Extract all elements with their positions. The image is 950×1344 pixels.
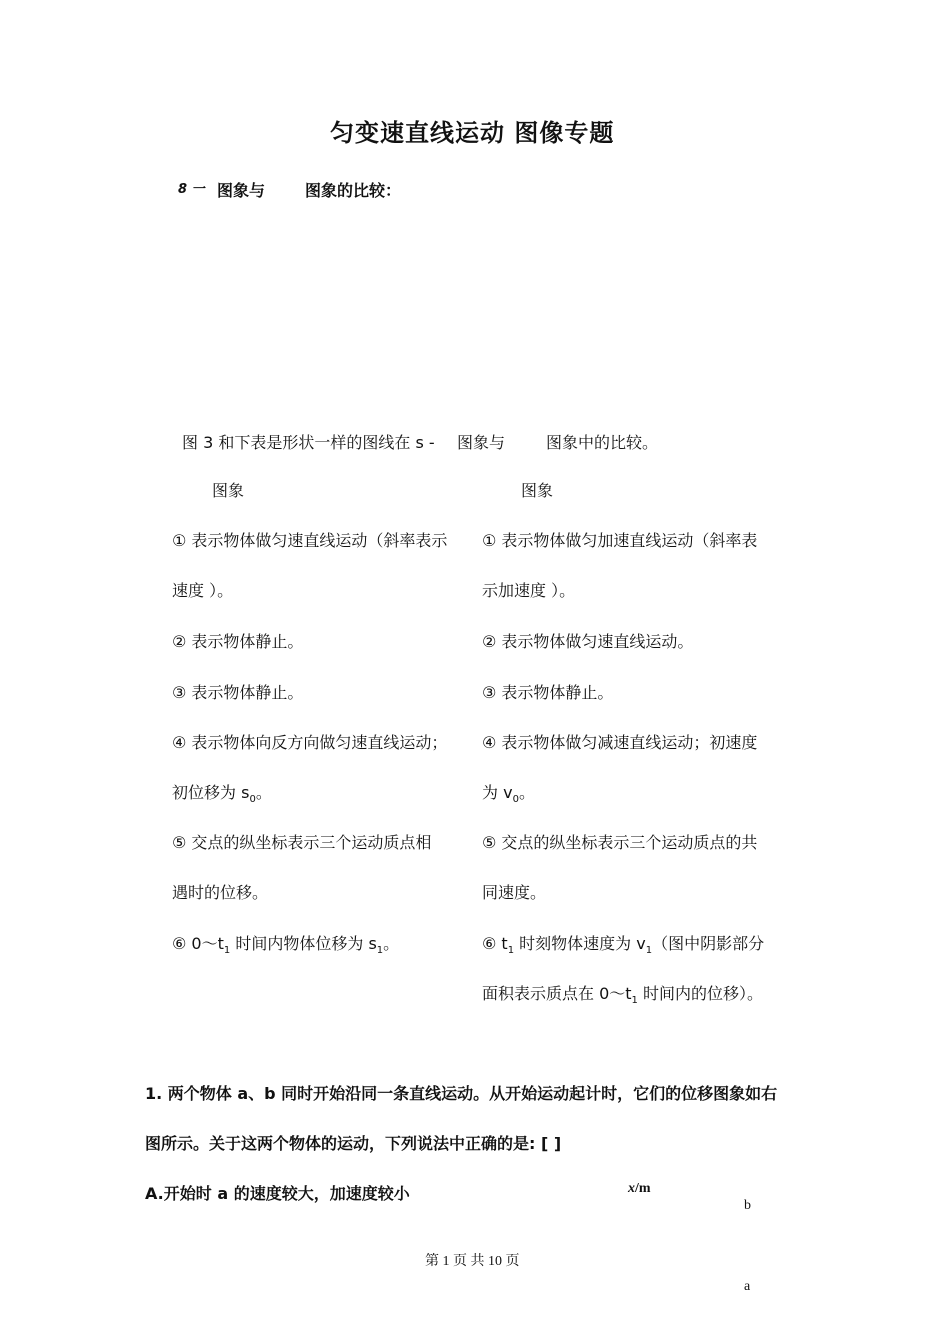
figure-y-axis-label [628, 1181, 651, 1197]
left-row-6-sub1: 1 [223, 945, 231, 956]
left-row-4b-sub: 0 [249, 794, 256, 805]
intro-part2: 图象与 [457, 433, 506, 452]
right-column-header: 图象 [521, 481, 554, 500]
figure-y-axis-var: x [628, 1181, 635, 1196]
right-row-1a: ① 表示物体做匀加速直线运动（斜率表 [482, 531, 758, 550]
left-row-5b: 遇时的位移。 [172, 883, 269, 902]
right-row-6a-end: （图中阴影部分 [652, 934, 765, 953]
right-row-2: ② 表示物体做匀速直线运动。 [482, 632, 694, 651]
right-row-5a: ⑤ 交点的纵坐标表示三个运动质点的共 [482, 833, 758, 852]
right-row-4b-sub: 0 [512, 794, 519, 805]
right-row-4a: ④ 表示物体做匀减速直线运动；初速度 [482, 733, 758, 752]
figure-y-axis-unit: /m [635, 1181, 651, 1196]
right-row-6a-text: ⑥ t [482, 934, 508, 953]
left-row-6-mid: 时间内物体位移为 s [230, 934, 377, 953]
left-row-6 [172, 931, 399, 954]
left-row-6-end: 。 [383, 934, 400, 953]
right-row-6a-mid: 时刻物体速度为 v [514, 934, 646, 953]
left-row-3: ③ 表示物体静止。 [172, 683, 304, 702]
left-row-5a: ⑤ 交点的纵坐标表示三个运动质点相 [172, 833, 432, 852]
right-row-1b: 示加速度 ）。 [482, 581, 576, 600]
right-row-6b-sub: 1 [631, 995, 638, 1006]
left-row-4b-text: 初位移为 s [172, 783, 250, 802]
right-row-4b-end: 。 [518, 783, 535, 802]
left-row-4b-end: 。 [255, 783, 272, 802]
intro-part1: 图 3 和下表是形状一样的图线在 s - [182, 433, 435, 452]
intro-part3: 图象中的比较。 [546, 433, 659, 452]
left-row-6-sub2: 1 [376, 945, 384, 956]
figure-line-b-label: b [744, 1198, 751, 1213]
right-row-6a [482, 931, 764, 954]
question-1-line2: 图所示。关于这两个物体的运动，下列说法中正确的是: [ ] [145, 1134, 562, 1153]
right-row-3: ③ 表示物体静止。 [482, 683, 614, 702]
section-number: 8 一 [178, 182, 205, 197]
right-row-6a-sub2: 1 [645, 945, 653, 956]
left-row-2: ② 表示物体静止。 [172, 632, 304, 651]
left-row-1b: 速度 ）。 [172, 581, 234, 600]
left-row-4b [172, 780, 272, 803]
page-title: 匀变速直线运动 图像专题 [330, 119, 615, 147]
right-row-4b-text: 为 v [482, 783, 513, 802]
right-row-5b: 同速度。 [482, 883, 547, 902]
right-row-6b [482, 981, 763, 1004]
left-column-header: 图象 [212, 481, 245, 500]
section-heading-part2: 图象的比较： [305, 181, 402, 200]
section-heading [178, 178, 205, 197]
left-row-6-text: ⑥ 0～t [172, 934, 224, 953]
section-heading-part1: 图象与 [217, 181, 266, 200]
page-footer: 第 1 页 共 10 页 [425, 1254, 520, 1269]
right-row-4b [482, 780, 535, 803]
left-row-4a: ④ 表示物体向反方向做匀速直线运动； [172, 733, 448, 752]
right-row-6b-end: 时间内的位移）。 [637, 984, 764, 1003]
right-row-6b-text: 面积表示质点在 0～t [482, 984, 632, 1003]
left-row-1a: ① 表示物体做匀速直线运动（斜率表示 [172, 531, 448, 550]
question-1-line1: 1. 两个物体 a、b 同时开始沿同一条直线运动。从开始运动起计时，它们的位移图象如右 [145, 1084, 778, 1103]
right-row-6a-sub1: 1 [507, 945, 515, 956]
question-1-option-a: A.开始时 a 的速度较大，加速度较小 [145, 1184, 410, 1203]
figure-line-a-label: a [744, 1279, 751, 1294]
